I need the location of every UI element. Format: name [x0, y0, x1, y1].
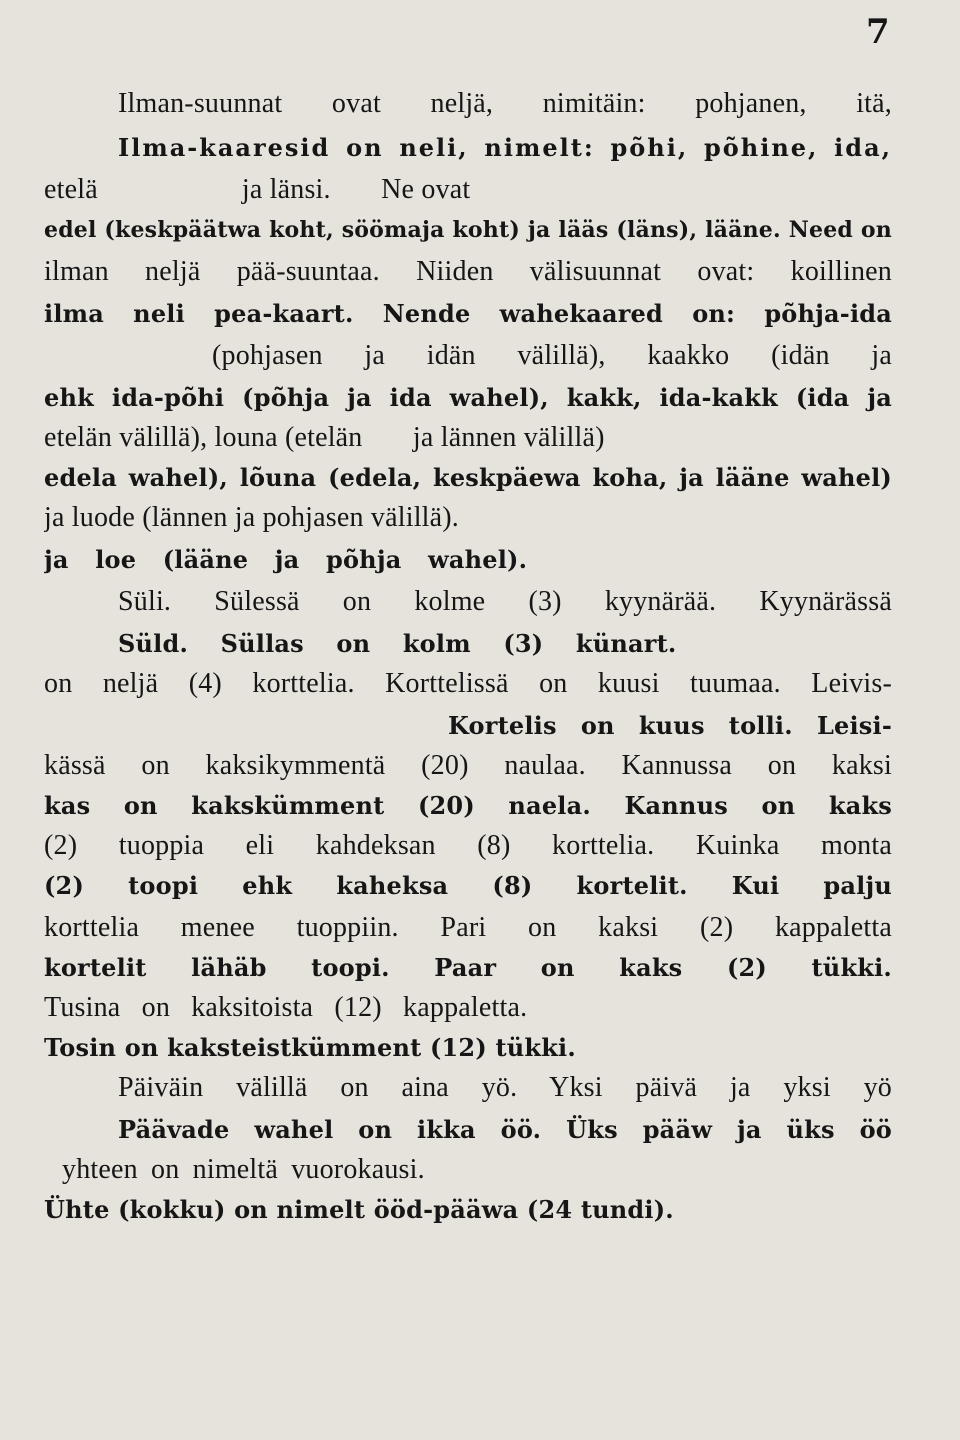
text-line-15: on neljä (4) korttelia. Korttelissä on kuusi tuumaa. Leivis-	[44, 668, 892, 699]
text-line-28: Ühte (kokku) on nimelt ööd-pääwa (24 tundi).	[44, 1195, 674, 1224]
text-line-4: edel (keskpäätwa koht, söömaja koht) ja lääs (läns), lääne. Need on	[44, 217, 892, 243]
text-line-13: Süli. Sülessä on kolme (3) kyynärää. Kyynärässä	[118, 586, 892, 617]
text-line-9: etelän välillä), louna (etelän ja lännen välillä)	[44, 422, 605, 453]
text-line-26: Päävade wahel on ikka öö. Üks pääw ja üks öö	[118, 1115, 892, 1144]
text-line-20: (2) toopi ehk kaheksa (8) kortelit. Kui palju	[44, 871, 892, 900]
text-line-6: ilma neli pea-kaart. Nende wahekaared on: põhja-ida	[44, 299, 892, 328]
text-line-10: edela wahel), lõuna (edela, keskpäewa koha, ja lääne wahel)	[44, 463, 892, 492]
text-line-23: Tusina on kaksitoista (12) kappaletta.	[44, 992, 528, 1023]
text-line-12: ja loe (lääne ja põhja wahel).	[44, 545, 528, 574]
text-line-11: ja luode (lännen ja pohjasen välillä).	[44, 502, 460, 533]
text-line-17: kässä on kaksikymmentä (20) naulaa. Kannussa on kaksi	[44, 750, 892, 781]
text-line-8: ehk ida-põhi (põhja ja ida wahel), kakk, ida-kakk (ida ja	[44, 383, 892, 412]
text-line-24: Tosin on kaksteistkümment (12) tükki.	[44, 1033, 576, 1062]
page-number: 7	[866, 12, 890, 52]
text-line-5: ilman neljä pää-suuntaa. Niiden välisuunnat ovat: koillinen	[44, 256, 892, 287]
text-line-1: Ilman-suunnat ovat neljä, nimitäin: pohjanen, itä,	[118, 88, 892, 119]
text-line-3: etelä ja länsi. Ne ovat	[44, 174, 471, 205]
text-line-18: kas on kakskümment (20) naela. Kannus on kaks	[44, 791, 892, 820]
text-line-22: kortelit lähäb toopi. Paar on kaks (2) tükki.	[44, 953, 892, 982]
text-line-16: Kortelis on kuus tolli. Leisi-	[448, 711, 892, 740]
text-line-25: Päiväin välillä on aina yö. Yksi päivä ja yksi yö	[118, 1072, 892, 1103]
text-line-21: korttelia menee tuoppiin. Pari on kaksi (2) kappaletta	[44, 912, 892, 943]
text-line-7: (pohjasen ja idän välillä), kaakko (idän ja	[212, 340, 892, 371]
text-line-27: yhteen on nimeltä vuorokausi.	[62, 1154, 425, 1185]
text-line-2: Ilma-kaaresid on neli, nimelt: põhi, põhine, ida,	[118, 133, 892, 162]
text-line-19: (2) tuoppia eli kahdeksan (8) korttelia. Kuinka monta	[44, 830, 892, 861]
text-line-14: Süld. Süllas on kolm (3) künart.	[118, 629, 677, 658]
